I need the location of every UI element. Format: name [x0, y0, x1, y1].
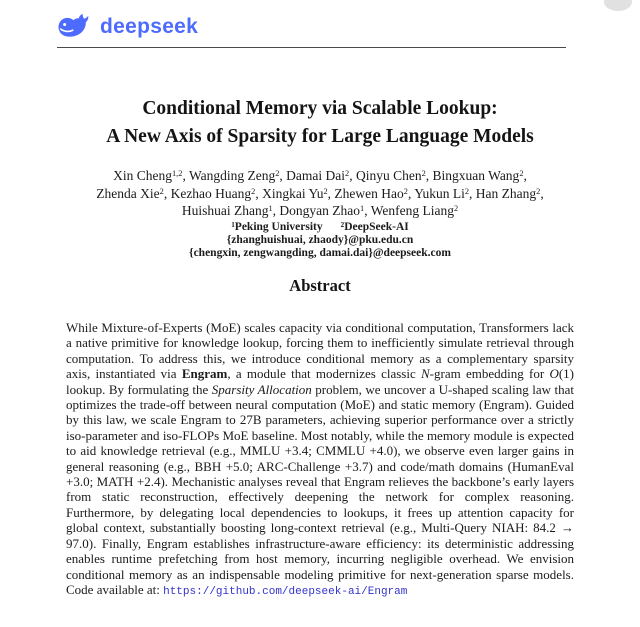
author-line: Xin Cheng$^{1,2}$, Wangding Zeng$^2$, Damai Dai$^2$, Qinyu Chen$^2$, Bingxuan Wang$^2$, [113, 168, 527, 183]
paper-title [0, 95, 640, 151]
abstract-segment: Engram [181, 366, 228, 382]
abstract-segment: , a module that modernizes classic [227, 366, 421, 382]
affiliation: $^1$Peking University [231, 220, 323, 233]
affiliation: $^2$DeepSeek-AI [340, 220, 409, 233]
abstract-segment: O [549, 366, 559, 382]
author-list [0, 167, 640, 220]
header-divider [57, 47, 566, 48]
author-line: Huishuai Zhang$^1$, Dongyan Zhao$^1$, Wenfeng Liang$^2$ [181, 203, 459, 218]
author-name: Han Zhang$^2$ [475, 185, 541, 201]
abstract-segment: N [421, 366, 430, 382]
github-link[interactable]: https://github.com/deepseek-ai/Engram [163, 585, 408, 598]
abstract-segment: While Mixture-of-Experts (MoE) scales capacity via conditional computation, Transformers lack a native primitive for knowledge lookup, forcing them to inefficiently simulate retrieval through computation. To address this, we introduce conditional memory as a complementary sparsity axis, instantiated via [66, 320, 574, 382]
author-name: Wangding Zeng$^2$ [188, 168, 280, 183]
author-line: Zhenda Xie$^2$, Kezhao Huang$^2$, Xingkai Yu$^2$, Zhewen Hao$^2$, Yukun Li$^2$, Han Zhang$^2$, [96, 185, 544, 201]
deepseek-wordmark: deepseek [100, 14, 199, 38]
author-name: Xin Cheng$^{1,2}$ [113, 168, 183, 183]
author-name: Wenfeng Liang$^2$ [370, 203, 459, 218]
author-name: Dongyan Zhao$^1$ [279, 203, 365, 218]
author-name: Qinyu Chen$^2$ [355, 168, 426, 183]
affiliations-block [0, 221, 640, 260]
paper-title-line1: Conditional Memory via Scalable Lookup: [142, 98, 498, 119]
abstract-text [66, 320, 574, 600]
author-name: Kezhao Huang$^2$ [170, 185, 256, 201]
author-name: Huishuai Zhang$^1$ [181, 203, 273, 218]
abstract-heading: Abstract [289, 276, 351, 295]
corner-artifact [604, 0, 632, 11]
abstract-segment: Sparsity Allocation [211, 381, 312, 397]
author-name: Xingkai Yu$^2$ [262, 185, 328, 201]
deepseek-logo [57, 13, 198, 40]
abstract-segment: -gram embedding for [429, 366, 550, 382]
author-name: Damai Dai$^2$ [286, 168, 350, 183]
paper-title-line2: A New Axis of Sparsity for Large Language Models [106, 126, 534, 147]
affiliation-line [0, 221, 640, 234]
deepseek-whale-icon [57, 13, 93, 40]
email-line-pku: {zhanghuishuai, zhaody}@pku.edu.cn [226, 234, 414, 246]
author-name: Zhewen Hao$^2$ [334, 185, 408, 201]
author-name: Bingxuan Wang$^2$ [432, 168, 524, 183]
abstract-segment: (1) lookup. By formulating the [66, 366, 574, 397]
author-name: Zhenda Xie$^2$ [96, 185, 164, 201]
abstract-segment: problem, we uncover a U-shaped scaling law that optimizes the trade-off between neural computation (MoE) and static memory (Engram). Guided by this law, we scale Engram to 27B parameters, achieving superior performance over a strictly iso-parameter and iso-FLOPs MoE baseline. Most notably, while the memory module is expected to aid knowledge retrieval (e.g., MMLU +3.4; CMMLU +4.0), we observe even larger gains in general reasoning (e.g., BBH +5.0; ARC-Challenge +3.7) and code/math domains (HumanEval +3.0; MATH +2.4). Mechanistic analyses reveal that Engram relieves the backbone’s early layers from static reconstruction, effectively deepening the network for complex reasoning. Furthermore, by delegating local dependencies to lookups, it frees up attention capacity for global context, substantially boosting long-context retrieval (e.g., Multi-Query NIAH: 84.2 → 97.0). Finally, Engram establishes infrastructure-aware efficiency: its deterministic addressing enables runtime prefetching from host memory, incurring negligible overhead. We envision conditional memory as an indispensable modeling primitive for next-generation sparse models. Code available at: [66, 381, 574, 597]
author-name: Yukun Li$^2$ [414, 185, 470, 201]
email-line-deepseek: {chengxin, zengwangding, damai.dai}@deepseek.com [189, 247, 451, 259]
